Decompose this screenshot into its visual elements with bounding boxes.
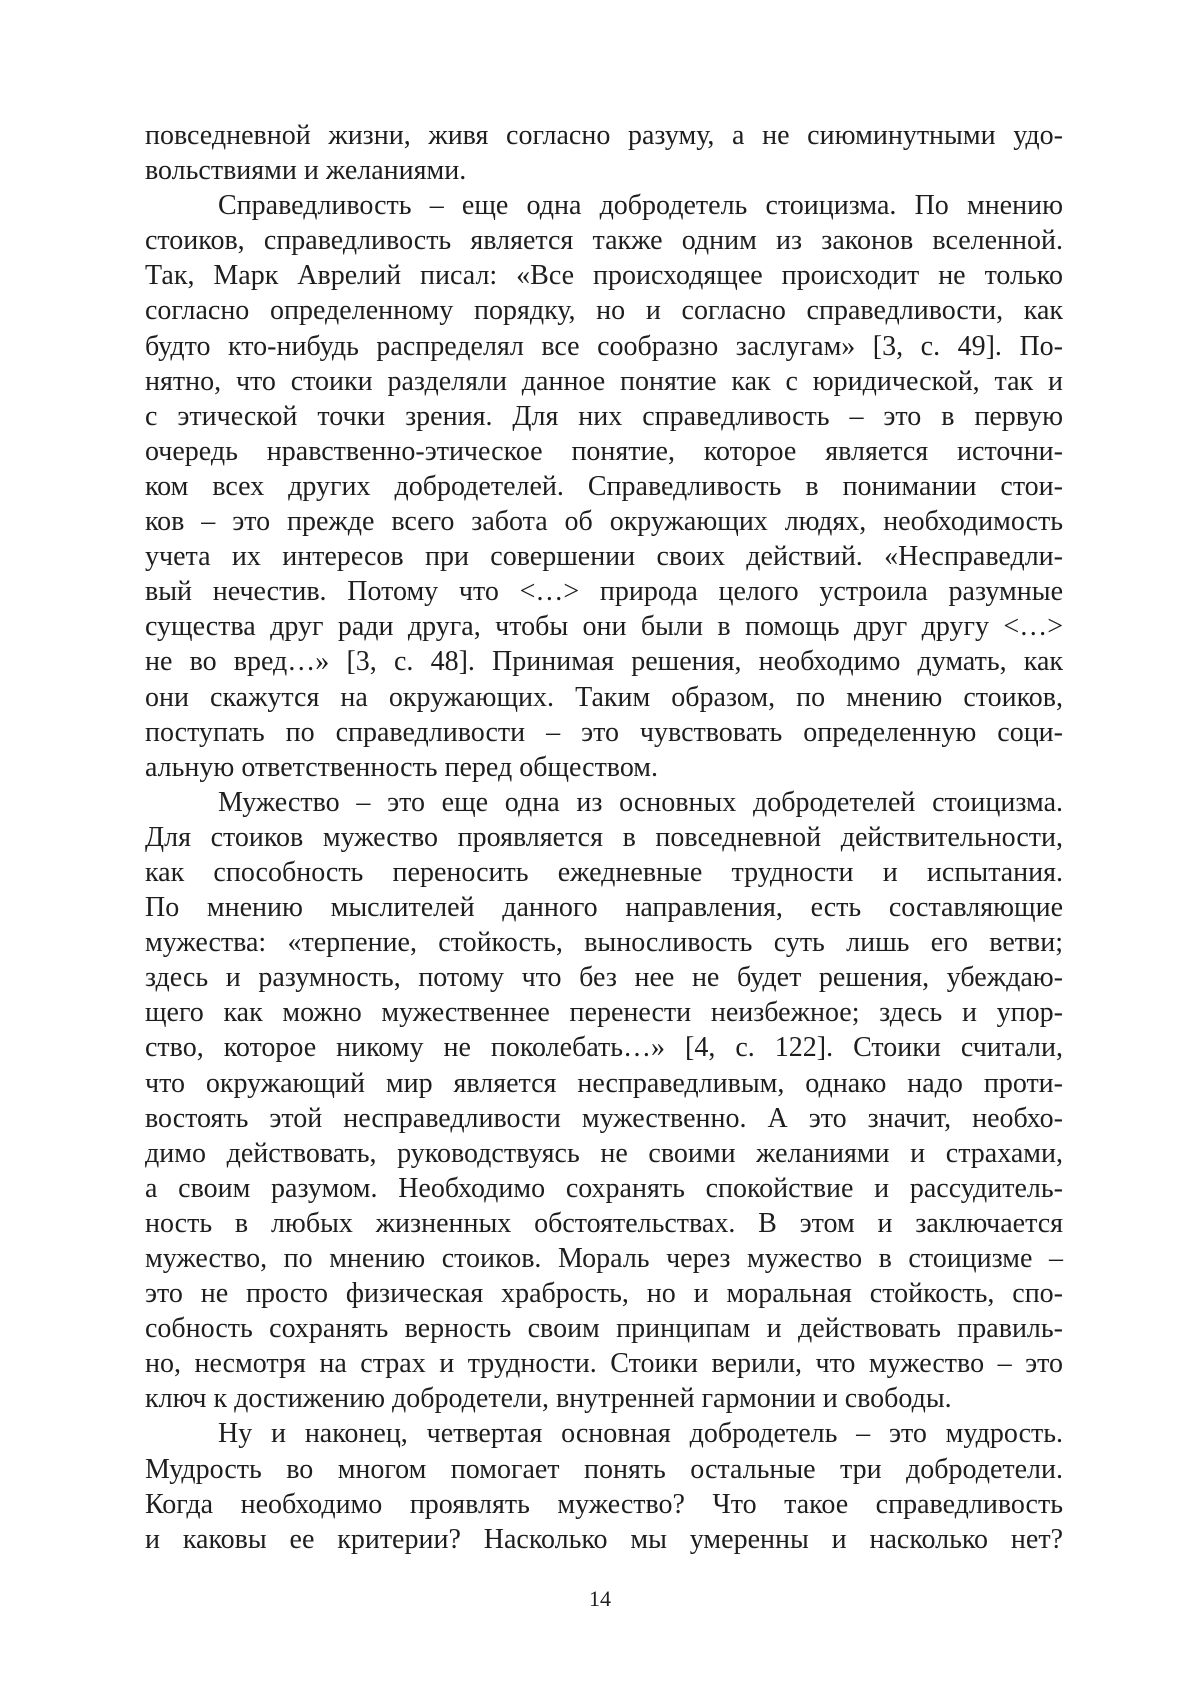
text-line: Мужество – это еще одна из основных добродетелей стоицизма. [145, 785, 1063, 820]
text-line: очередь нравственно-этическое понятие, которое является источни- [145, 434, 1063, 469]
text-line: альную ответственность перед обществом. [145, 750, 1063, 785]
text-line: вольствиями и желаниями. [145, 153, 1063, 188]
document-page [0, 0, 1200, 1698]
text-line: Так, Марк Аврелий писал: «Все происходящее происходит не только [145, 258, 1063, 293]
paragraph [145, 118, 1063, 188]
text-line: щего как можно мужественнее перенести неизбежное; здесь и упор- [145, 995, 1063, 1030]
text-line: нятно, что стоики разделяли данное понятие как с юридической, так и [145, 364, 1063, 399]
text-line: ство, которое никому не поколебать…» [4, с. 122]. Стоики считали, [145, 1030, 1063, 1065]
page-number: 14 [0, 1586, 1200, 1612]
text-line: они скажутся на окружающих. Таким образом, по мнению стоиков, [145, 680, 1063, 715]
text-line: ков – это прежде всего забота об окружающих людях, необходимость [145, 504, 1063, 539]
text-line: вый нечестив. Потому что <…> природа целого устроила разумные [145, 574, 1063, 609]
text-line: и каковы ее критерии? Насколько мы умеренны и насколько нет? [145, 1522, 1063, 1557]
text-line: востоять этой несправедливости мужественно. А это значит, необхо- [145, 1101, 1063, 1136]
text-line: ком всех других добродетелей. Справедливость в понимании стои- [145, 469, 1063, 504]
text-line: мужество, по мнению стоиков. Мораль через мужество в стоицизме – [145, 1241, 1063, 1276]
text-line: но, несмотря на страх и трудности. Стоики верили, что мужество – это [145, 1346, 1063, 1381]
text-line: как способность переносить ежедневные трудности и испытания. [145, 855, 1063, 890]
paragraph [145, 785, 1063, 1417]
text-line: ключ к достижению добродетели, внутренней гармонии и свободы. [145, 1381, 1063, 1416]
text-line: собность сохранять верность своим принципам и действовать правиль- [145, 1311, 1063, 1346]
text-line: димо действовать, руководствуясь не своими желаниями и страхами, [145, 1136, 1063, 1171]
text-line: ность в любых жизненных обстоятельствах. В этом и заключается [145, 1206, 1063, 1241]
text-line: это не просто физическая храбрость, но и моральная стойкость, спо- [145, 1276, 1063, 1311]
text-line: стоиков, справедливость является также одним из законов вселенной. [145, 223, 1063, 258]
text-line: Мудрость во многом помогает понять остальные три добродетели. [145, 1452, 1063, 1487]
text-line: согласно определенному порядку, но и согласно справедливости, как [145, 293, 1063, 328]
text-line: с этической точки зрения. Для них справедливость – это в первую [145, 399, 1063, 434]
text-line: существа друг ради друга, чтобы они были в помощь друг другу <…> [145, 609, 1063, 644]
text-line: Ну и наконец, четвертая основная добродетель – это мудрость. [145, 1416, 1063, 1451]
text-line: Для стоиков мужество проявляется в повседневной действительности, [145, 820, 1063, 855]
text-line: поступать по справедливости – это чувствовать определенную соци- [145, 715, 1063, 750]
text-line: По мнению мыслителей данного направления, есть составляющие [145, 890, 1063, 925]
body-text [145, 118, 1063, 1557]
text-line: а своим разумом. Необходимо сохранять спокойствие и рассудитель- [145, 1171, 1063, 1206]
paragraph [145, 188, 1063, 785]
text-line: учета их интересов при совершении своих действий. «Несправедли- [145, 539, 1063, 574]
text-line: что окружающий мир является несправедливым, однако надо проти- [145, 1066, 1063, 1101]
paragraph [145, 1416, 1063, 1556]
text-line: здесь и разумность, потому что без нее не будет решения, убеждаю- [145, 960, 1063, 995]
text-line: Когда необходимо проявлять мужество? Что такое справедливость [145, 1487, 1063, 1522]
text-line: будто кто-нибудь распределял все сообразно заслугам» [3, с. 49]. По- [145, 329, 1063, 364]
text-line: мужества: «терпение, стойкость, выносливость суть лишь его ветви; [145, 925, 1063, 960]
text-line: не во вред…» [3, с. 48]. Принимая решения, необходимо думать, как [145, 644, 1063, 679]
text-line: Справедливость – еще одна добродетель стоицизма. По мнению [145, 188, 1063, 223]
text-line: повседневной жизни, живя согласно разуму, а не сиюминутными удо- [145, 118, 1063, 153]
